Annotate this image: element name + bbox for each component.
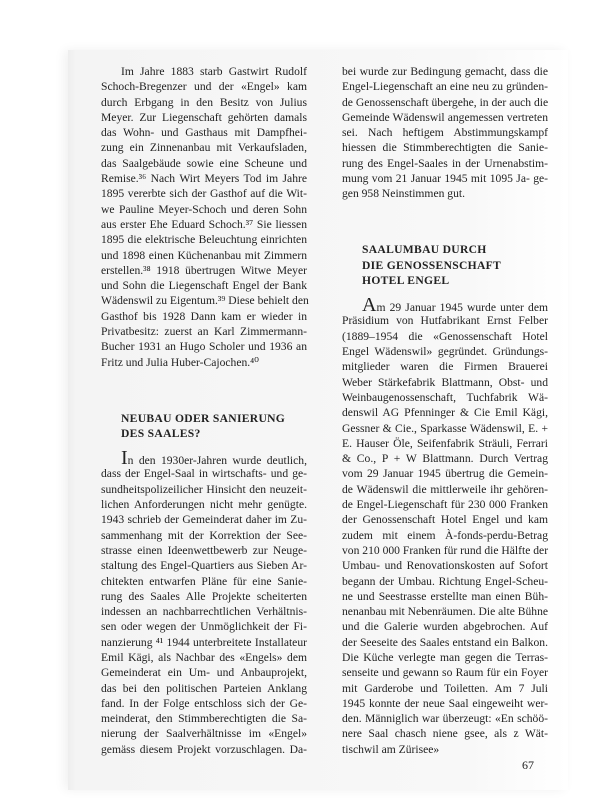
text-line: 1945 konnte der neue Saal eingeweiht wer- bbox=[342, 696, 548, 710]
paragraph-genossenschaft bbox=[342, 294, 549, 757]
text-line: durch Erbgang in den Besitz von Julius bbox=[101, 95, 307, 109]
text-line: bei wurde zur Bedingung gemacht, dass die bbox=[342, 65, 548, 78]
text-line: sei. Nach heftigem Abstimmungskampf bbox=[342, 126, 548, 140]
text-line: mit Garderobe und Toiletten. Am 7 Juli bbox=[342, 681, 548, 695]
page-number: 67 bbox=[522, 758, 534, 772]
text-line: sundheitspolizeilicher Hinsicht den neuzeit- bbox=[101, 482, 307, 496]
paragraph-gasthof-history bbox=[101, 64, 307, 370]
text-line: Im Jahre 1883 starb Gastwirt Rudolf bbox=[121, 65, 307, 78]
text-line: denswil AG Pfenninger & Cie Emil Kägi, bbox=[342, 406, 548, 420]
text-line: 1895 vererbte sich der Gasthof auf die Wit- bbox=[101, 187, 307, 201]
text-line: Bucher 1931 an Hugo Scholer und 1936 an bbox=[101, 340, 307, 354]
text-line: und Sohn die Liegenschaft Engel der Bank bbox=[101, 279, 307, 293]
text-line: strasse einen Ideenwettbewerb zur Neuge- bbox=[101, 543, 307, 557]
text-line: aus erster Ehe Eduard Schoch.³⁷ Sie liessen bbox=[101, 217, 307, 231]
text-line: gen 958 Neinstimmen gut. bbox=[342, 187, 466, 201]
text-line: und 1898 einen Küchenanbau mit Zimmern bbox=[101, 248, 307, 262]
text-line: ne und Seestrasse erstellte man einen Büh- bbox=[342, 589, 548, 603]
text-line: staltung des Engel-Quartiers aus Sieben Ar- bbox=[101, 559, 307, 573]
text-line: indessen an nachbarrechtlichen Verhältnis- bbox=[101, 605, 307, 619]
text-line: Engel-Liegenschaft an eine neu zu gründen- bbox=[342, 80, 548, 94]
heading-line: NEUBAU ODER SANIERUNG bbox=[121, 411, 286, 425]
text-line: de Genossenschaft übergehe, in der auch die bbox=[342, 95, 549, 109]
text-line: Gasthof bis 1928 Dann kam er wieder in bbox=[101, 309, 307, 323]
text-line: de Wädenswil die mittlerweile ihr gehören- bbox=[342, 482, 548, 496]
text-line: zung ein Zinnenanbau mit Verkaufsladen, bbox=[101, 141, 307, 155]
text-line: Privatbesitz: zuerst an Karl Zimmermann- bbox=[101, 325, 307, 339]
text-line: das bei den politischen Parteien Anklang bbox=[101, 681, 307, 695]
heading-line: DIE GENOSSENSCHAFT bbox=[362, 258, 502, 272]
heading-line: DES SAALES? bbox=[121, 426, 201, 440]
paragraph-sanierung bbox=[101, 447, 307, 757]
text-line: Meyer. Zur Liegenschaft gehörten damals bbox=[101, 110, 307, 124]
text-line: Emil Kägi, als Nachbar des «Engels» dem bbox=[101, 650, 307, 664]
first-line-text: n den 1930er-Jahren wurde deutlich, bbox=[127, 454, 307, 468]
text-line: we Pauline Meyer-Schoch und deren Sohn bbox=[101, 202, 307, 216]
text-line: das Saalgebäude sowie eine Scheune und bbox=[101, 156, 307, 170]
text-line: der Genossenschaft Hotel Engel und kam bbox=[342, 513, 548, 527]
text-line: chitekten entwarfen Pläne für eine Sanie- bbox=[101, 574, 307, 588]
text-line: hiessen die Stimmberechtigten die Sanie- bbox=[342, 141, 548, 155]
paragraph-abstimmung bbox=[342, 64, 548, 202]
text-line: 1943 schrieb der Gemeinderat daher im Zu- bbox=[101, 513, 307, 527]
heading-line: SAALUMBAU DURCH bbox=[362, 243, 487, 257]
text-line: tischwil am Zürisee» bbox=[342, 742, 440, 756]
text-line: & Co., P + W Blattmann. Durch Vertrag bbox=[342, 452, 548, 466]
text-line: nierung der Saalverhältnisse im «Engel» bbox=[101, 727, 307, 741]
text-line: lichen Anforderungen nicht mehr genügte. bbox=[101, 498, 307, 512]
text-line: das Wohn- und Gasthaus mit Dampfhei- bbox=[101, 126, 307, 140]
text-line: und die Galerie wurden abgebrochen. Auf bbox=[342, 620, 548, 634]
text-line: mung vom 21 Januar 1945 mit 1095 Ja- ge- bbox=[342, 172, 548, 186]
text-line: nanzierung ⁴¹ 1944 unterbreitete Installateur bbox=[101, 635, 307, 649]
text-line: E. Hauser Öle, Seifenfabrik Sträuli, Ferrari bbox=[342, 436, 548, 450]
text-line: Die Küche verlegte man gegen die Terras- bbox=[342, 650, 548, 664]
text-line: zudem mit einem À-fonds-perdu-Betrag bbox=[342, 528, 548, 542]
text-line: vom 29 Januar 1945 übertrug die Gemein- bbox=[342, 467, 548, 481]
text-line bbox=[101, 447, 307, 470]
text-line: der Seeseite des Saales entstand ein Balkon. bbox=[342, 635, 548, 649]
text-line: de Engel-Liegenschaft für 230 000 Franken bbox=[342, 498, 548, 512]
text-line: Fritz und Julia Huber-Cajochen.⁴⁰ bbox=[101, 355, 259, 369]
section-heading-neubau bbox=[101, 411, 307, 442]
text-line: von 210 000 Franken für rund die Hälfte der bbox=[342, 543, 549, 557]
text-line: Präsidium von Hutfabrikant Ernst Felber bbox=[342, 314, 548, 328]
drop-cap: I bbox=[121, 447, 128, 470]
text-line bbox=[342, 294, 548, 317]
first-line-text: m 29 Januar 1945 wurde unter dem bbox=[376, 301, 548, 315]
text-line: Engel Wädenswil» gegründet. Gründungs- bbox=[342, 345, 548, 359]
text-line: meinderat, den Stimmberechtigten die Sa- bbox=[101, 712, 307, 726]
right-column bbox=[342, 64, 548, 757]
text-line: nenanbau mit Nebenräumen. Die alte Bühne bbox=[342, 605, 549, 619]
heading-line: HOTEL ENGEL bbox=[362, 273, 450, 287]
text-line: mitglieder waren die Firmen Brauerei bbox=[342, 360, 548, 374]
text-line: rung des Engel-Saales in der Urnenabstim- bbox=[342, 156, 548, 170]
text-line: 1895 die elektrische Beleuchtung einrichten bbox=[101, 233, 307, 247]
left-column bbox=[101, 64, 307, 757]
text-line: (1889–1954 die «Genossenschaft Hotel bbox=[342, 329, 548, 343]
text-line: nere Saal chasch niene gsee, als z Wät- bbox=[342, 727, 548, 741]
text-line: senseite und gewann so Raum für ein Foyer bbox=[342, 666, 548, 680]
text-line: Umbau- und Renovationskosten auf Sofort bbox=[342, 559, 548, 573]
text-line: Schoch-Bregenzer und der «Engel» kam bbox=[101, 80, 307, 94]
text-line: rung des Saales Alle Projekte scheiterten bbox=[101, 589, 307, 603]
text-line: Gessner & Cie., Sparkasse Wädenswil, E. + bbox=[342, 421, 548, 435]
text-line: erstellen.³⁸ 1918 übertrugen Witwe Meyer bbox=[101, 263, 307, 277]
text-line: Remise.³⁶ Nach Wirt Meyers Tod im Jahre bbox=[101, 172, 307, 186]
text-line: Gemeinderat ein Um- und Anbauprojekt, bbox=[101, 666, 307, 680]
text-line: Gemeinde Wädenswil angemessen vertreten bbox=[342, 110, 548, 124]
text-line: dass der Engel-Saal in wirtschafts- und ge- bbox=[101, 467, 307, 481]
text-line: sen oder wegen der Unmöglichkeit der Fi- bbox=[101, 620, 307, 634]
text-line: gemäss diesem Projekt vorzuschlagen. Da- bbox=[101, 742, 307, 756]
text-line: Weber Stärkefabrik Blattmann, Obst- und bbox=[342, 375, 548, 389]
text-line: Wädenswil zu Eigentum.³⁹ Diese behielt den bbox=[101, 294, 309, 308]
text-line: fand. In der Folge entschloss sich der Ge- bbox=[101, 696, 307, 710]
text-line: Weinbaugenossenschaft, Tuchfabrik Wä- bbox=[342, 390, 548, 404]
section-heading-saalumbau bbox=[342, 242, 548, 288]
text-line: den. Männiglich war überzeugt: «En schöö- bbox=[342, 712, 548, 726]
text-line: sammenhang mit der Korrektion der See- bbox=[101, 528, 307, 542]
drop-cap: A bbox=[362, 294, 377, 317]
text-line: begann der Umbau. Richtung Engel-Scheu- bbox=[342, 574, 548, 588]
